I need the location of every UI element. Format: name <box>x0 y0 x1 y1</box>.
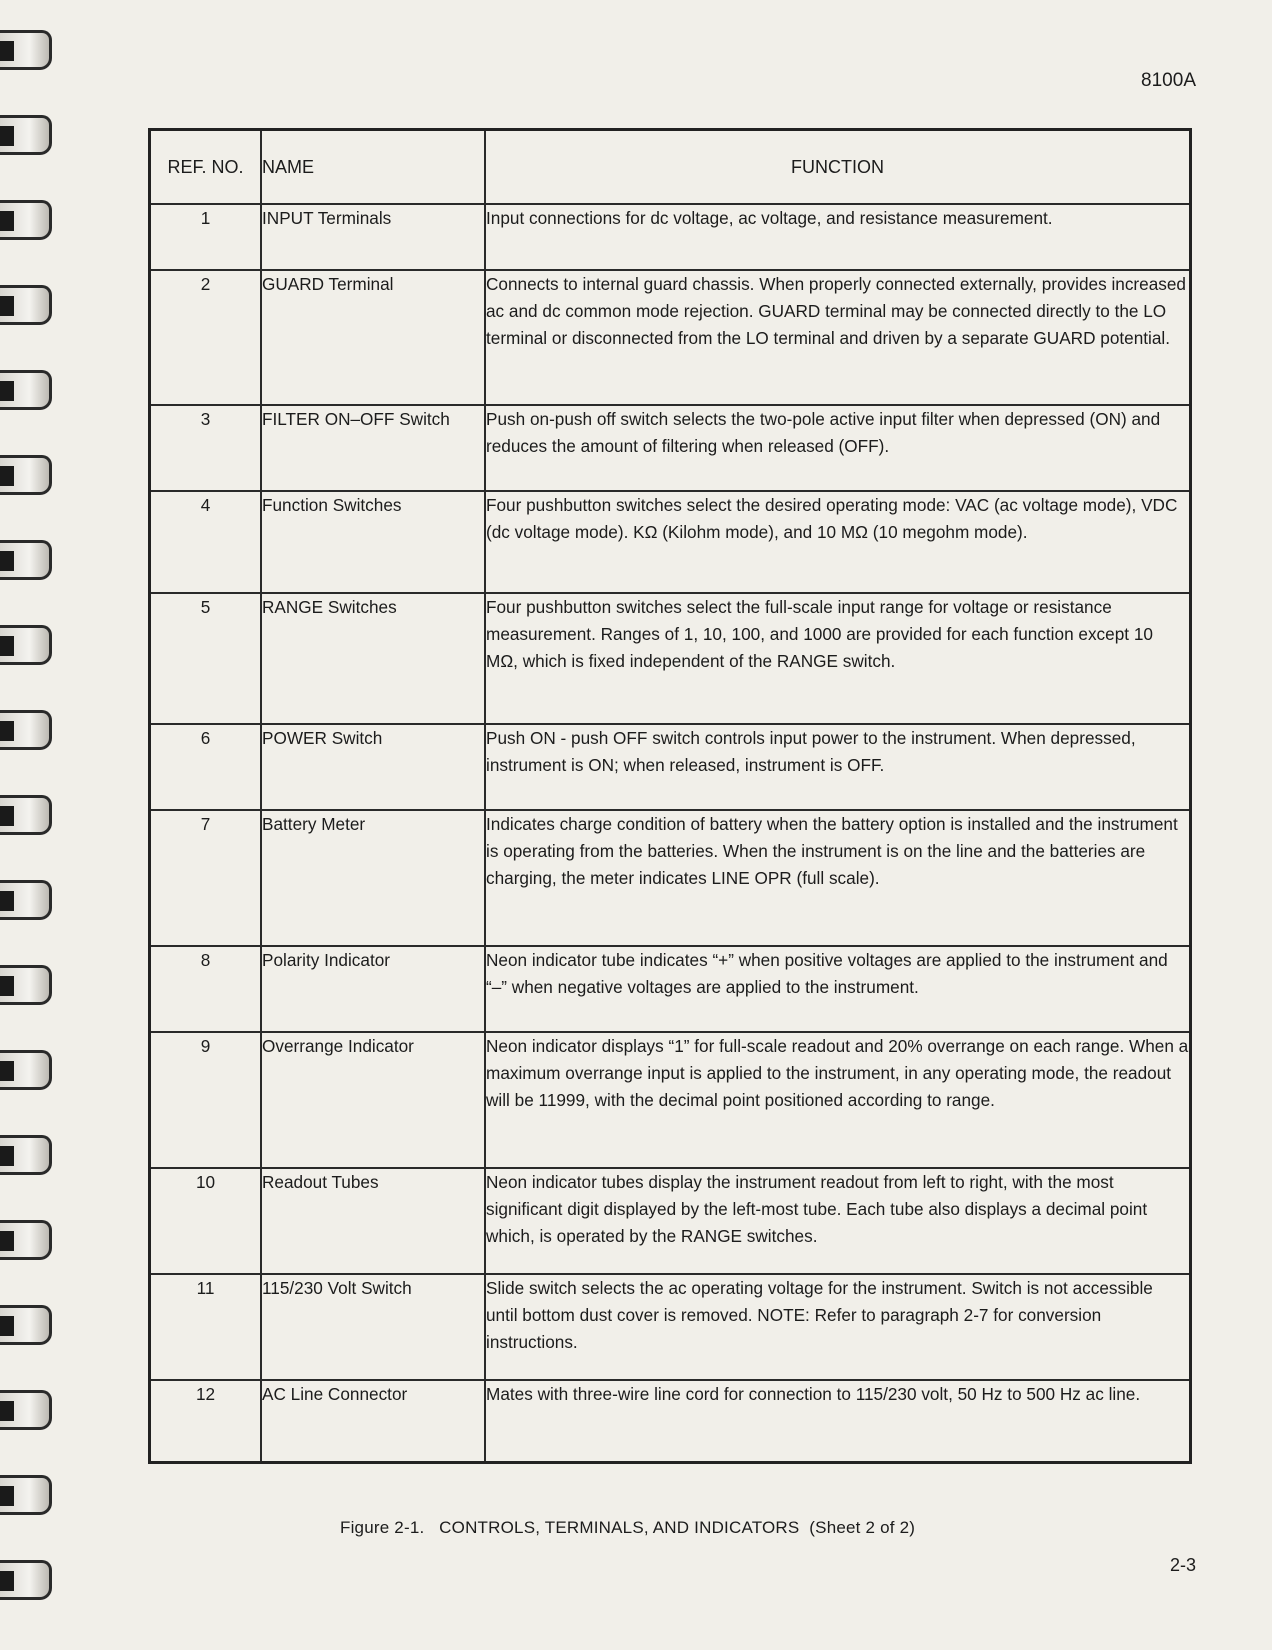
ref-cell: 6 <box>150 724 262 810</box>
name-cell: Battery Meter <box>261 810 485 946</box>
ref-cell: 10 <box>150 1168 262 1274</box>
binding-ring <box>0 115 52 155</box>
ref-cell: 12 <box>150 1380 262 1462</box>
function-cell: Mates with three-wire line cord for connection to 115/230 volt, 50 Hz to 500 Hz ac line. <box>485 1380 1191 1462</box>
table-row <box>150 593 1191 724</box>
table-row <box>150 204 1191 270</box>
binding-ring <box>0 795 52 835</box>
binding-ring <box>0 370 52 410</box>
binding-ring <box>0 625 52 665</box>
binding-ring <box>0 1135 52 1175</box>
name-cell: Readout Tubes <box>261 1168 485 1274</box>
binding-ring <box>0 1390 52 1430</box>
table-row <box>150 724 1191 810</box>
table-row <box>150 1274 1191 1380</box>
function-cell: Four pushbutton switches select the desired operating mode: VAC (ac voltage mode), VDC (dc voltage mode). KΩ (Kilohm mode), and 10 MΩ (10 megohm mode). <box>485 491 1191 593</box>
binding-ring <box>0 1220 52 1260</box>
ref-cell: 11 <box>150 1274 262 1380</box>
table-row <box>150 1380 1191 1462</box>
name-cell: FILTER ON–OFF Switch <box>261 405 485 491</box>
binding-ring <box>0 710 52 750</box>
function-cell: Push on-push off switch selects the two-pole active input filter when depressed (ON) and reduces the amount of filtering when released (OFF). <box>485 405 1191 491</box>
table-row <box>150 1032 1191 1168</box>
binding-ring <box>0 1305 52 1345</box>
ref-cell: 8 <box>150 946 262 1032</box>
binding-ring <box>0 1475 52 1515</box>
spiral-binding <box>0 0 60 1650</box>
function-cell: Indicates charge condition of battery when the battery option is installed and the instrument is operating from the batteries. When the instrument is on the line and the batteries are charging, the meter indicates LINE OPR (full scale). <box>485 810 1191 946</box>
function-cell: Neon indicator tubes display the instrument readout from left to right, with the most significant digit displayed by the left-most tube. Each tube also displays a decimal point which, is operated by the RANGE switches. <box>485 1168 1191 1274</box>
binding-ring <box>0 1560 52 1600</box>
name-cell: INPUT Terminals <box>261 204 485 270</box>
function-cell: Neon indicator displays “1” for full-scale readout and 20% overrange on each range. When a maximum overrange input is applied to the instrument, in any operating mode, the readout will be 11999, with the decimal point positioned according to range. <box>485 1032 1191 1168</box>
function-cell: Neon indicator tube indicates “+” when positive voltages are applied to the instrument and “–” when negative voltages are applied to the instrument. <box>485 946 1191 1032</box>
name-cell: Polarity Indicator <box>261 946 485 1032</box>
column-header-name: NAME <box>261 130 485 205</box>
binding-ring <box>0 455 52 495</box>
page-number: 2-3 <box>1169 1555 1196 1575</box>
table-row <box>150 405 1191 491</box>
ref-cell: 7 <box>150 810 262 946</box>
table-row <box>150 810 1191 946</box>
table-row <box>150 1168 1191 1274</box>
name-cell: Overrange Indicator <box>261 1032 485 1168</box>
name-cell: RANGE Switches <box>261 593 485 724</box>
function-cell: Input connections for dc voltage, ac voltage, and resistance measurement. <box>485 204 1191 270</box>
ref-cell: 5 <box>150 593 262 724</box>
table-row <box>150 270 1191 405</box>
figure-caption: Figure 2-1. CONTROLS, TERMINALS, AND INDICATORS (Sheet 2 of 2) <box>340 1518 916 1537</box>
binding-ring <box>0 200 52 240</box>
ref-cell: 9 <box>150 1032 262 1168</box>
binding-ring <box>0 1050 52 1090</box>
column-header-ref: REF. NO. <box>150 130 262 205</box>
name-cell: 115/230 Volt Switch <box>261 1274 485 1380</box>
function-cell: Four pushbutton switches select the full-scale input range for voltage or resistance measurement. Ranges of 1, 10, 100, and 1000 are provided for each function except 10 MΩ, which is fixed independent of the RANGE switch. <box>485 593 1191 724</box>
table-row <box>150 946 1191 1032</box>
name-cell: Function Switches <box>261 491 485 593</box>
table-header-row <box>150 130 1191 205</box>
model-number: 8100A <box>1141 70 1196 91</box>
ref-cell: 1 <box>150 204 262 270</box>
name-cell: POWER Switch <box>261 724 485 810</box>
controls-table <box>148 128 1192 1464</box>
table-row <box>150 491 1191 593</box>
binding-ring <box>0 285 52 325</box>
binding-ring <box>0 540 52 580</box>
function-cell: Connects to internal guard chassis. When properly connected externally, provides increased ac and dc common mode rejection. GUARD terminal may be connected directly to the LO terminal or disconnected from the LO terminal and driven by a separate GUARD potential. <box>485 270 1191 405</box>
function-cell: Slide switch selects the ac operating voltage for the instrument. Switch is not accessible until bottom dust cover is removed. NOTE: Refer to paragraph 2-7 for conversion instructions. <box>485 1274 1191 1380</box>
ref-cell: 3 <box>150 405 262 491</box>
name-cell: GUARD Terminal <box>261 270 485 405</box>
binding-ring <box>0 880 52 920</box>
binding-ring <box>0 30 52 70</box>
binding-ring <box>0 965 52 1005</box>
column-header-function: FUNCTION <box>485 130 1191 205</box>
function-cell: Push ON - push OFF switch controls input power to the instrument. When depressed, instrument is ON; when released, instrument is OFF. <box>485 724 1191 810</box>
ref-cell: 2 <box>150 270 262 405</box>
ref-cell: 4 <box>150 491 262 593</box>
name-cell: AC Line Connector <box>261 1380 485 1462</box>
